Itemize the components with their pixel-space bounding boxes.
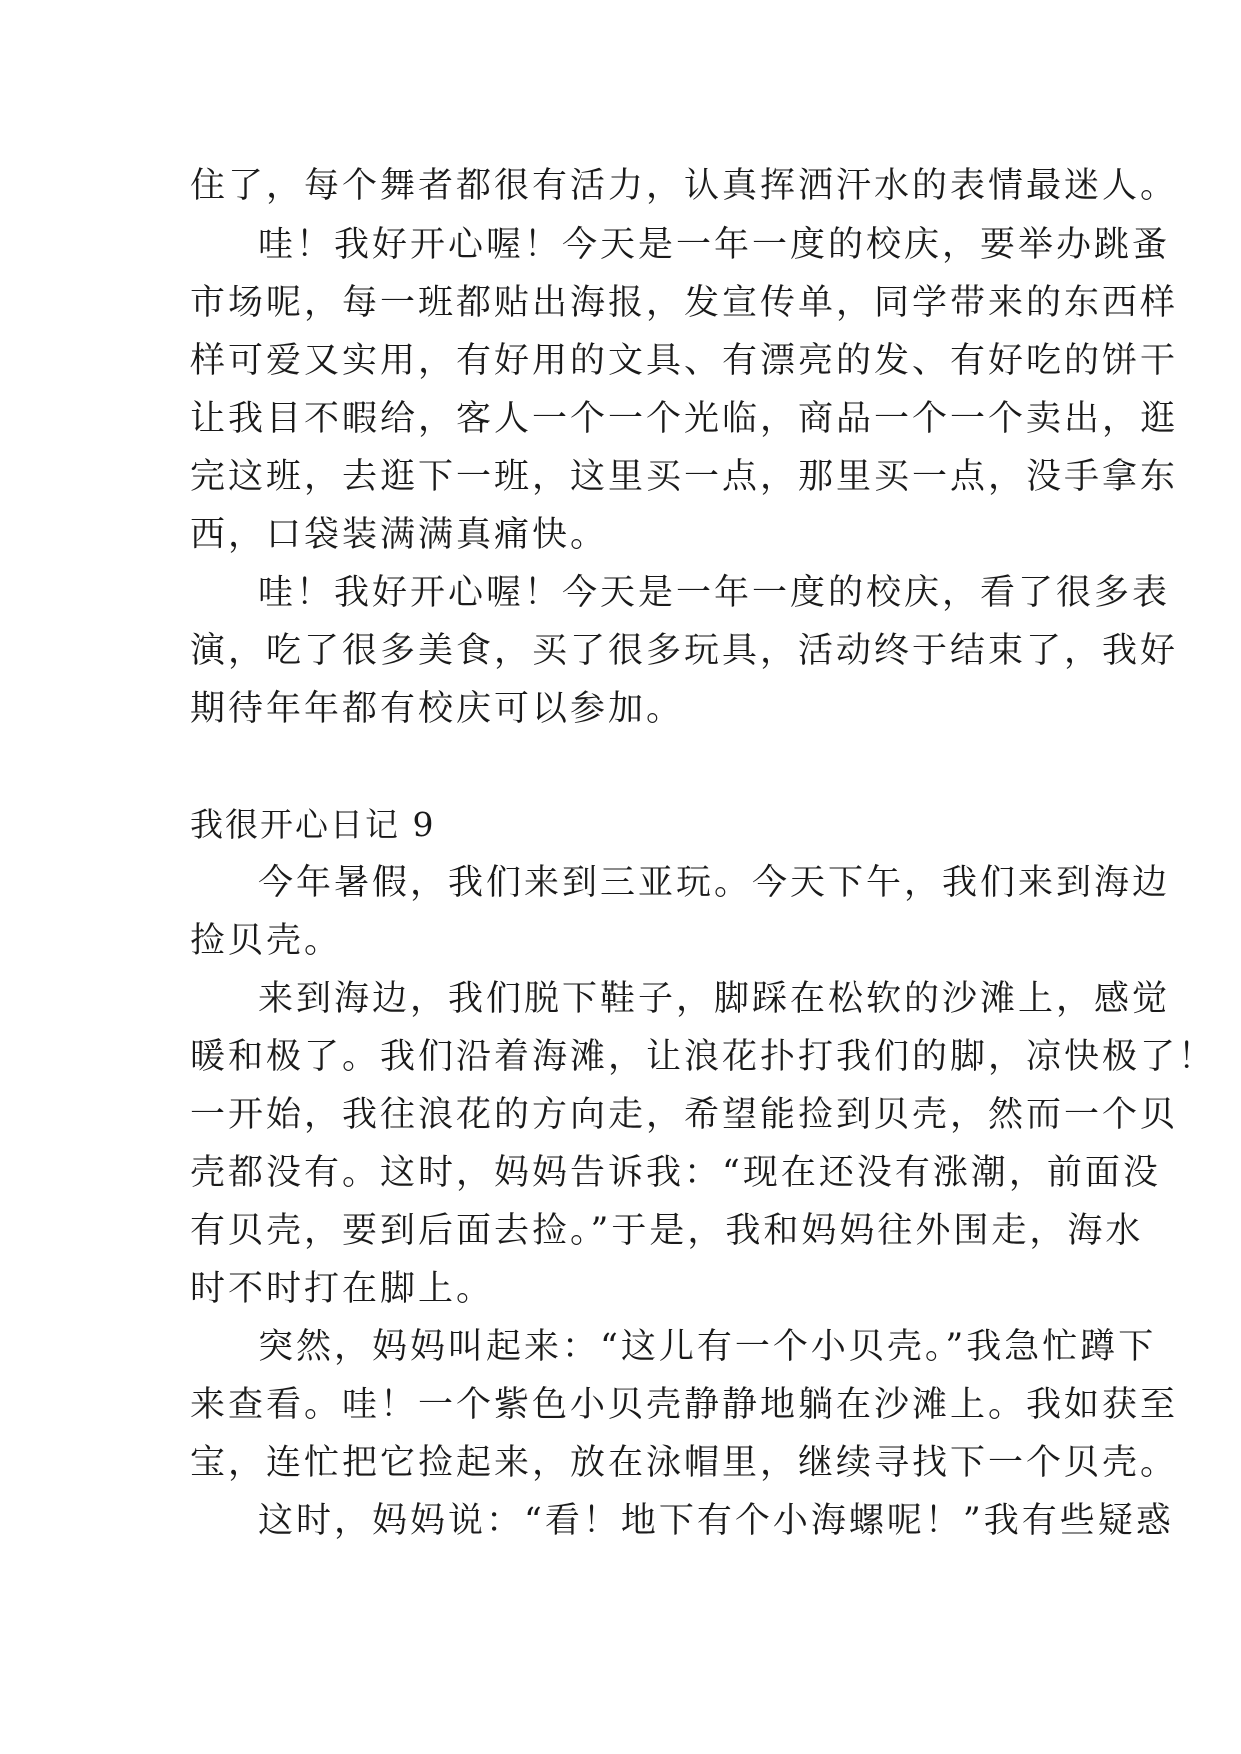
- text-line: 有贝壳，要到后面去捡。”于是，我和妈妈往外围走，海水: [190, 1211, 1144, 1251]
- text-line: 演，吃了很多美食，买了很多玩具，活动终于结束了，我好: [190, 631, 1179, 671]
- text-line: 期待年年都有校庆可以参加。: [190, 689, 685, 729]
- paragraph-start: 今年暑假，我们来到三亚玩。今天下午，我们来到海边: [258, 863, 1171, 903]
- text-line: 市场呢，每一班都贴出海报，发宣传单，同学带来的东西样: [190, 283, 1179, 323]
- paragraph-start: 突然，妈妈叫起来：“这儿有一个小贝壳。”我急忙蹲下: [258, 1327, 1157, 1367]
- paragraph-start: 哇！我好开心喔！今天是一年一度的校庆，要举办跳蚤: [258, 225, 1171, 265]
- text-line: 暖和极了。我们沿着海滩，让浪花扑打我们的脚，凉快极了！: [190, 1037, 1217, 1077]
- text-line: 西，口袋装满满真痛快。: [190, 515, 609, 555]
- text-line: 来查看。哇！一个紫色小贝壳静静地躺在沙滩上。我如获至: [190, 1385, 1179, 1425]
- text-line: 捡贝壳。: [190, 921, 343, 961]
- text-line: 一开始，我往浪花的方向走，希望能捡到贝壳，然而一个贝: [190, 1095, 1179, 1135]
- text-line: 壳都没有。这时，妈妈告诉我：“现在还没有涨潮，前面没: [190, 1153, 1161, 1193]
- text-line: 住了，每个舞者都很有活力，认真挥洒汗水的表情最迷人。: [190, 166, 1179, 206]
- text-line: 完这班，去逛下一班，这里买一点，那里买一点，没手拿东: [190, 457, 1179, 497]
- text-line: 时不时打在脚上。: [190, 1269, 495, 1309]
- paragraph-start: 哇！我好开心喔！今天是一年一度的校庆，看了很多表: [258, 573, 1171, 613]
- text-line: 让我目不暇给，客人一个一个光临，商品一个一个卖出，逛: [190, 399, 1179, 439]
- section-title: 我很开心日记 9: [190, 805, 436, 844]
- paragraph-start: 来到海边，我们脱下鞋子，脚踩在松软的沙滩上，感觉: [258, 979, 1171, 1019]
- text-line: 样可爱又实用，有好用的文具、有漂亮的发、有好吃的饼干: [190, 341, 1179, 381]
- text-line: 宝，连忙把它捡起来，放在泳帽里，继续寻找下一个贝壳。: [190, 1443, 1179, 1483]
- paragraph-start: 这时，妈妈说：“看！地下有个小海螺呢！”我有些疑惑: [258, 1501, 1174, 1541]
